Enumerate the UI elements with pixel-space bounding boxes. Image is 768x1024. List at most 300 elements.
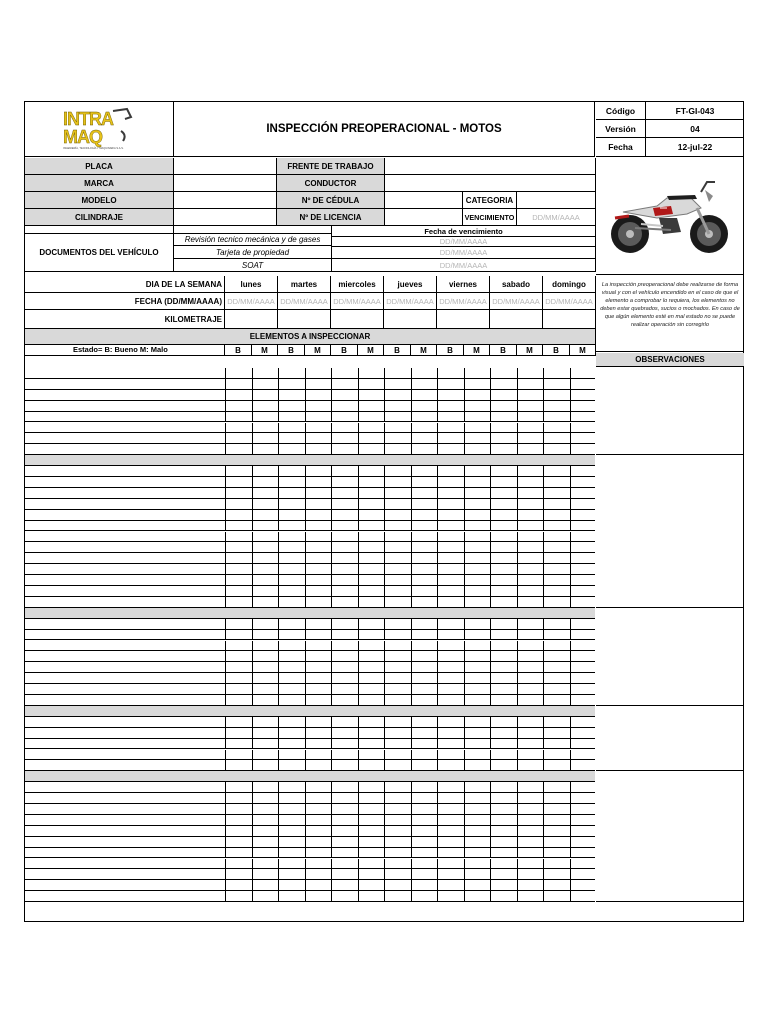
grid-line xyxy=(464,859,465,869)
grid-line xyxy=(543,542,544,552)
grid-line xyxy=(437,401,438,411)
grid-line xyxy=(278,782,279,792)
inspection-row[interactable] xyxy=(25,553,595,564)
inspection-row[interactable] xyxy=(25,717,595,728)
grid-line xyxy=(358,880,359,890)
grid-line xyxy=(358,717,359,727)
observaciones-box[interactable] xyxy=(596,455,744,608)
grid-line xyxy=(358,826,359,836)
doc-name-tecnomecanica: Revisión tecnico mecánica y de gases xyxy=(174,234,332,246)
inspection-row[interactable] xyxy=(25,521,595,532)
label-vencimiento: VENCIMIENTO xyxy=(463,209,517,226)
inspection-row[interactable] xyxy=(25,859,595,870)
grid-line xyxy=(252,684,253,694)
grid-line xyxy=(411,553,412,563)
grid-line xyxy=(411,488,412,498)
grid-line xyxy=(570,826,571,836)
grid-line xyxy=(570,542,571,552)
fecha-domingo[interactable]: DD/MM/AAAA xyxy=(543,293,596,310)
inspection-row[interactable] xyxy=(25,477,595,488)
doc-name-soat: SOAT xyxy=(174,259,332,272)
grid-line xyxy=(331,488,332,498)
grid-line xyxy=(358,401,359,411)
grid-line xyxy=(331,586,332,596)
grid-line xyxy=(437,826,438,836)
inspection-row[interactable] xyxy=(25,390,595,401)
grid-line xyxy=(543,728,544,738)
grid-line xyxy=(384,466,385,476)
grid-line xyxy=(278,499,279,509)
grid-line xyxy=(570,488,571,498)
grid-line xyxy=(464,521,465,531)
label-placa: PLACA xyxy=(25,158,174,175)
inspection-row[interactable] xyxy=(25,368,595,379)
grid-line xyxy=(490,750,491,760)
grid-line xyxy=(252,423,253,433)
grid-line xyxy=(517,586,518,596)
grid-line xyxy=(490,717,491,727)
grid-line xyxy=(570,880,571,890)
grid-line xyxy=(437,444,438,454)
grid-line xyxy=(570,859,571,869)
grid-line xyxy=(252,837,253,847)
section-separator xyxy=(25,608,595,619)
meta-label-fecha: Fecha xyxy=(596,138,646,157)
grid-line xyxy=(225,826,226,836)
docs-expiry-header: Fecha de vencimiento xyxy=(332,226,596,237)
grid-line xyxy=(384,859,385,869)
grid-line xyxy=(358,859,359,869)
grid-line xyxy=(490,510,491,520)
inspection-row[interactable] xyxy=(25,542,595,553)
grid-line xyxy=(490,869,491,879)
grid-line xyxy=(225,477,226,487)
inspection-row[interactable] xyxy=(25,423,595,434)
col-b-domingo: B xyxy=(543,345,570,356)
grid-line xyxy=(464,695,465,705)
inspection-row[interactable] xyxy=(25,869,595,880)
grid-line xyxy=(278,859,279,869)
grid-line xyxy=(411,869,412,879)
grid-line xyxy=(331,597,332,607)
grid-line xyxy=(225,859,226,869)
docs-label: DOCUMENTOS DEL VEHÍCULO xyxy=(25,234,174,272)
grid-line xyxy=(358,532,359,542)
grid-line xyxy=(331,891,332,901)
cedula-field[interactable] xyxy=(385,192,463,209)
grid-line xyxy=(331,651,332,661)
grid-line xyxy=(278,553,279,563)
grid-line xyxy=(517,728,518,738)
inspection-row[interactable] xyxy=(25,433,595,444)
doc-name-tarjeta: Tarjeta de propiedad xyxy=(174,246,332,259)
inspection-row[interactable] xyxy=(25,728,595,739)
grid-line xyxy=(305,510,306,520)
grid-line xyxy=(384,499,385,509)
grid-line xyxy=(252,673,253,683)
grid-line xyxy=(411,466,412,476)
km-viernes[interactable] xyxy=(437,310,490,329)
doc-date-soat[interactable]: DD/MM/AAAA xyxy=(332,259,596,272)
observaciones-box[interactable] xyxy=(596,608,744,706)
grid-line xyxy=(411,760,412,770)
doc-date-tecnomecanica[interactable]: DD/MM/AAAA xyxy=(332,237,596,247)
grid-line xyxy=(411,662,412,672)
label-frente: FRENTE DE TRABAJO xyxy=(277,158,385,175)
inspection-row[interactable] xyxy=(25,793,595,804)
grid-line xyxy=(278,433,279,443)
grid-line xyxy=(358,521,359,531)
grid-line xyxy=(437,368,438,378)
grid-line xyxy=(490,662,491,672)
inspection-row[interactable] xyxy=(25,782,595,793)
grid-line xyxy=(543,837,544,847)
grid-line xyxy=(358,891,359,901)
grid-line xyxy=(570,390,571,400)
frente-field[interactable] xyxy=(385,158,596,175)
grid-line xyxy=(464,651,465,661)
doc-date-tarjeta[interactable]: DD/MM/AAAA xyxy=(332,247,596,259)
inspection-row[interactable] xyxy=(25,826,595,837)
grid-line xyxy=(464,869,465,879)
observaciones-box[interactable] xyxy=(596,368,744,455)
grid-line xyxy=(437,564,438,574)
grid-line xyxy=(305,532,306,542)
grid-line xyxy=(490,586,491,596)
inspection-row[interactable] xyxy=(25,630,595,641)
grid-line xyxy=(358,815,359,825)
grid-line xyxy=(411,673,412,683)
grid-line xyxy=(331,750,332,760)
grid-line xyxy=(252,760,253,770)
label-conductor: CONDUCTOR xyxy=(277,175,385,192)
grid-line xyxy=(570,423,571,433)
grid-line xyxy=(464,510,465,520)
inspection-row[interactable] xyxy=(25,804,595,815)
grid-line xyxy=(411,739,412,749)
grid-line xyxy=(278,444,279,454)
grid-line xyxy=(437,521,438,531)
grid-line xyxy=(384,597,385,607)
grid-line xyxy=(570,575,571,585)
inspection-row[interactable] xyxy=(25,880,595,891)
grid-line xyxy=(331,662,332,672)
grid-line xyxy=(411,477,412,487)
grid-line xyxy=(331,401,332,411)
km-miercoles[interactable] xyxy=(331,310,384,329)
grid-line xyxy=(411,433,412,443)
grid-line xyxy=(411,782,412,792)
inspection-row[interactable] xyxy=(25,891,595,902)
km-martes[interactable] xyxy=(278,310,331,329)
grid-line xyxy=(225,433,226,443)
conductor-field[interactable] xyxy=(385,175,596,192)
inspection-row[interactable] xyxy=(25,466,595,477)
grid-line xyxy=(225,848,226,858)
grid-line xyxy=(252,488,253,498)
grid-line xyxy=(517,891,518,901)
grid-line xyxy=(437,880,438,890)
observaciones-box[interactable] xyxy=(596,706,744,771)
grid-line xyxy=(490,433,491,443)
grid-line xyxy=(464,782,465,792)
grid-line xyxy=(331,630,332,640)
grid-line xyxy=(278,466,279,476)
fecha-martes[interactable]: DD/MM/AAAA xyxy=(278,293,331,310)
grid-line xyxy=(517,379,518,389)
grid-line xyxy=(517,597,518,607)
grid-line xyxy=(305,717,306,727)
grid-line xyxy=(305,466,306,476)
grid-line xyxy=(464,423,465,433)
categoria-field[interactable] xyxy=(517,192,596,209)
grid-line xyxy=(305,553,306,563)
grid-line xyxy=(517,553,518,563)
grid-line xyxy=(570,619,571,629)
grid-line xyxy=(305,891,306,901)
inspection-row[interactable] xyxy=(25,412,595,423)
grid-line xyxy=(570,630,571,640)
fecha-miercoles[interactable]: DD/MM/AAAA xyxy=(331,293,384,310)
grid-line xyxy=(464,553,465,563)
grid-line xyxy=(305,728,306,738)
grid-line xyxy=(490,619,491,629)
grid-line xyxy=(437,630,438,640)
inspection-row[interactable] xyxy=(25,837,595,848)
grid-line xyxy=(225,390,226,400)
grid-line xyxy=(411,423,412,433)
grid-line xyxy=(517,717,518,727)
inspection-row[interactable] xyxy=(25,575,595,586)
grid-line xyxy=(437,793,438,803)
inspection-row[interactable] xyxy=(25,488,595,499)
grid-line xyxy=(543,521,544,531)
grid-line xyxy=(331,412,332,422)
grid-line xyxy=(517,542,518,552)
grid-line xyxy=(305,444,306,454)
grid-line xyxy=(543,782,544,792)
grid-line xyxy=(331,477,332,487)
grid-line xyxy=(278,575,279,585)
meta-label-codigo: Código xyxy=(596,102,646,120)
grid-line xyxy=(543,466,544,476)
grid-line xyxy=(252,651,253,661)
licencia-field[interactable] xyxy=(385,209,463,226)
km-domingo[interactable] xyxy=(543,310,596,329)
grid-line xyxy=(305,793,306,803)
grid-line xyxy=(225,760,226,770)
grid-line xyxy=(358,423,359,433)
grid-line xyxy=(331,695,332,705)
grid-line xyxy=(305,750,306,760)
grid-line xyxy=(305,401,306,411)
grid-line xyxy=(384,880,385,890)
meta-value-codigo: FT-GI-043 xyxy=(646,102,744,120)
grid-line xyxy=(305,848,306,858)
grid-line xyxy=(437,532,438,542)
inspection-row[interactable] xyxy=(25,586,595,597)
inspection-row[interactable] xyxy=(25,597,595,608)
grid-line xyxy=(517,869,518,879)
grid-line xyxy=(464,433,465,443)
grid-line xyxy=(543,804,544,814)
inspection-row[interactable] xyxy=(25,444,595,455)
grid-line xyxy=(384,390,385,400)
grid-line xyxy=(543,662,544,672)
inspection-row[interactable] xyxy=(25,564,595,575)
grid-line xyxy=(331,739,332,749)
km-sabado[interactable] xyxy=(490,310,543,329)
grid-line xyxy=(570,641,571,651)
modelo-field[interactable] xyxy=(174,192,277,209)
grid-line xyxy=(570,662,571,672)
inspection-row[interactable] xyxy=(25,684,595,695)
grid-line xyxy=(358,368,359,378)
grid-line xyxy=(225,891,226,901)
inspection-row[interactable] xyxy=(25,379,595,390)
inspection-row[interactable] xyxy=(25,848,595,859)
grid-line xyxy=(331,466,332,476)
grid-line xyxy=(570,477,571,487)
grid-line xyxy=(464,575,465,585)
grid-line xyxy=(411,695,412,705)
grid-line xyxy=(358,662,359,672)
inspection-row[interactable] xyxy=(25,619,595,630)
inspection-note: La inspección preoperacional debe realizarse de forma visual y con el vehículo encendido en el caso de que el elemento a comprobar lo requiera, los elementos no deben estar quebrados, sucios o mochados. En caso de que algún elemento esté en mal estado no se puede realizar operación sin corregirlo xyxy=(596,275,744,352)
grid-line xyxy=(411,532,412,542)
grid-line xyxy=(517,444,518,454)
grid-line xyxy=(464,564,465,574)
grid-line xyxy=(384,717,385,727)
grid-line xyxy=(252,510,253,520)
grid-line xyxy=(543,423,544,433)
grid-line xyxy=(490,728,491,738)
grid-line xyxy=(543,848,544,858)
grid-line xyxy=(464,586,465,596)
grid-line xyxy=(490,542,491,552)
grid-line xyxy=(305,739,306,749)
grid-line xyxy=(411,717,412,727)
observaciones-box[interactable] xyxy=(596,771,744,902)
inspection-row[interactable] xyxy=(25,532,595,543)
grid-line xyxy=(252,869,253,879)
grid-line xyxy=(490,848,491,858)
grid-line xyxy=(305,760,306,770)
grid-line xyxy=(570,815,571,825)
motorcycle-icon xyxy=(605,168,735,264)
grid-line xyxy=(437,859,438,869)
grid-line xyxy=(252,793,253,803)
fecha-lunes[interactable]: DD/MM/AAAA xyxy=(225,293,278,310)
grid-line xyxy=(384,869,385,879)
grid-line xyxy=(490,837,491,847)
fecha-jueves[interactable]: DD/MM/AAAA xyxy=(384,293,437,310)
grid-line xyxy=(517,695,518,705)
grid-line xyxy=(517,684,518,694)
inspection-row[interactable] xyxy=(25,651,595,662)
inspection-row[interactable] xyxy=(25,510,595,521)
day-domingo: domingo xyxy=(543,276,596,293)
vencimiento-field[interactable]: DD/MM/AAAA xyxy=(517,209,596,226)
grid-line xyxy=(543,684,544,694)
grid-line xyxy=(570,673,571,683)
km-jueves[interactable] xyxy=(384,310,437,329)
grid-line xyxy=(278,379,279,389)
grid-line xyxy=(411,728,412,738)
grid-line xyxy=(305,859,306,869)
motorcycle-image xyxy=(596,158,744,275)
grid-line xyxy=(384,630,385,640)
grid-line xyxy=(490,826,491,836)
grid-line xyxy=(411,379,412,389)
inspection-row[interactable] xyxy=(25,739,595,750)
grid-line xyxy=(437,717,438,727)
grid-line xyxy=(543,880,544,890)
grid-line xyxy=(490,521,491,531)
label-cilindraje: CILINDRAJE xyxy=(25,209,174,226)
col-m-miercoles: M xyxy=(358,345,384,356)
grid-line xyxy=(411,891,412,901)
km-lunes[interactable] xyxy=(225,310,278,329)
grid-line xyxy=(305,880,306,890)
grid-line xyxy=(490,477,491,487)
grid-line xyxy=(570,782,571,792)
grid-line xyxy=(278,673,279,683)
grid-line xyxy=(278,641,279,651)
grid-line xyxy=(570,379,571,389)
grid-line xyxy=(384,619,385,629)
inspection-row[interactable] xyxy=(25,401,595,412)
inspection-row[interactable] xyxy=(25,750,595,761)
grid-line xyxy=(411,826,412,836)
fecha-viernes[interactable]: DD/MM/AAAA xyxy=(437,293,490,310)
grid-line xyxy=(543,641,544,651)
grid-line xyxy=(517,521,518,531)
day-viernes: viernes xyxy=(437,276,490,293)
grid-line xyxy=(358,597,359,607)
cilindraje-field[interactable] xyxy=(174,209,277,226)
inspection-row[interactable] xyxy=(25,673,595,684)
grid-line xyxy=(490,564,491,574)
inspection-row[interactable] xyxy=(25,499,595,510)
marca-field[interactable] xyxy=(174,175,277,192)
grid-line xyxy=(411,837,412,847)
inspection-row[interactable] xyxy=(25,815,595,826)
grid-line xyxy=(543,826,544,836)
grid-line xyxy=(517,859,518,869)
grid-line xyxy=(517,826,518,836)
col-m-jueves: M xyxy=(411,345,437,356)
grid-line xyxy=(252,542,253,552)
label-fecha: FECHA (DD/MM/AAAA) xyxy=(25,293,225,310)
grid-line xyxy=(384,891,385,901)
grid-line xyxy=(517,532,518,542)
inspection-row[interactable] xyxy=(25,760,595,771)
grid-line xyxy=(225,793,226,803)
inspection-row[interactable] xyxy=(25,695,595,706)
inspection-row[interactable] xyxy=(25,641,595,652)
grid-line xyxy=(411,684,412,694)
grid-line xyxy=(358,728,359,738)
grid-line xyxy=(305,412,306,422)
grid-line xyxy=(252,728,253,738)
inspection-row[interactable] xyxy=(25,662,595,673)
grid-line xyxy=(358,477,359,487)
grid-line xyxy=(305,673,306,683)
placa-field[interactable] xyxy=(174,158,277,175)
grid-line xyxy=(278,412,279,422)
fecha-sabado[interactable]: DD/MM/AAAA xyxy=(490,293,543,310)
